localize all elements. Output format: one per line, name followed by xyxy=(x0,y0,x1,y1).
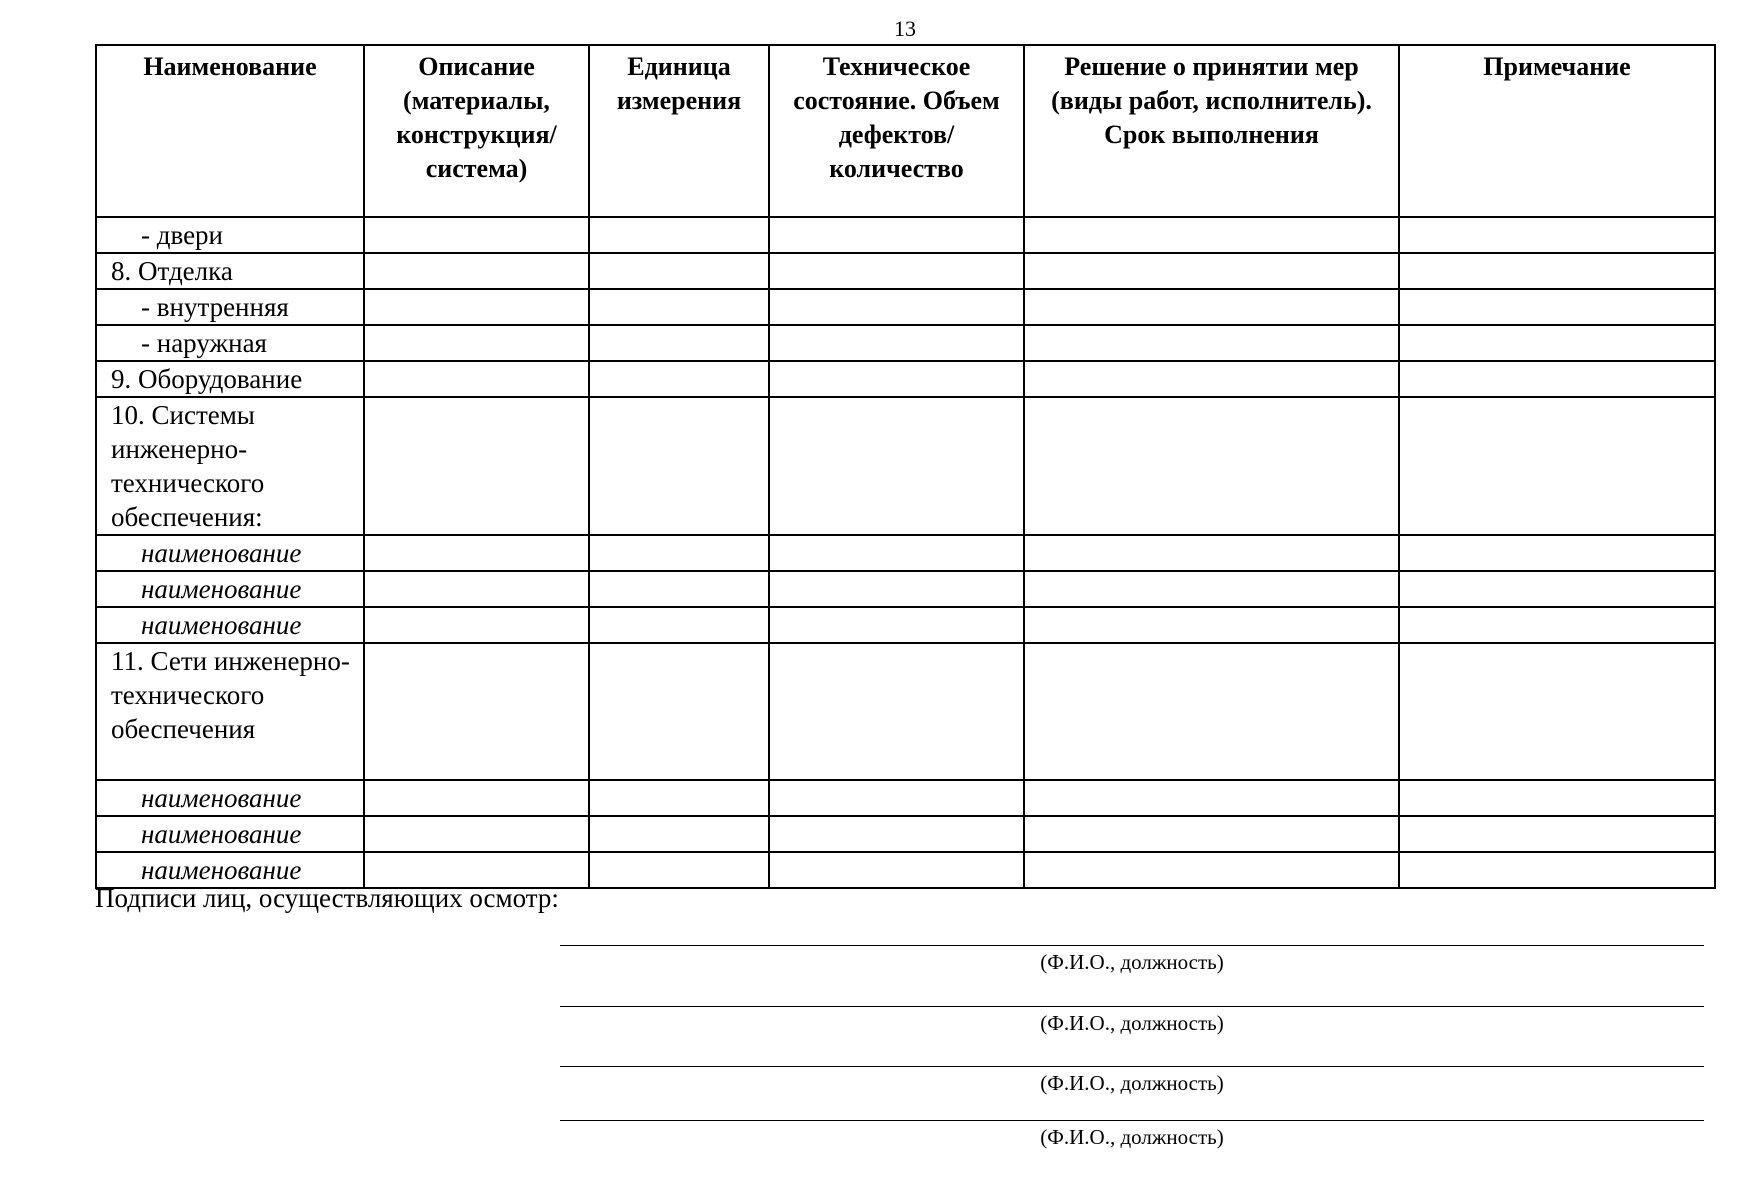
condition-cell[interactable] xyxy=(769,217,1024,253)
table-row xyxy=(96,325,1715,361)
inspection-table xyxy=(95,44,1716,889)
unit-cell[interactable] xyxy=(589,325,769,361)
table-row xyxy=(96,607,1715,643)
row-label: наименование xyxy=(96,816,364,852)
table-row xyxy=(96,571,1715,607)
condition-cell[interactable] xyxy=(769,397,1024,535)
decision-cell[interactable] xyxy=(1024,607,1399,643)
decision-cell[interactable] xyxy=(1024,852,1399,888)
condition-cell[interactable] xyxy=(769,289,1024,325)
description-cell[interactable] xyxy=(364,535,589,571)
decision-cell[interactable] xyxy=(1024,780,1399,816)
note-cell[interactable] xyxy=(1399,361,1715,397)
row-label: наименование xyxy=(96,780,364,816)
condition-cell[interactable] xyxy=(769,361,1024,397)
decision-cell[interactable] xyxy=(1024,361,1399,397)
unit-cell[interactable] xyxy=(589,816,769,852)
row-label: - наружная xyxy=(96,325,364,361)
signature-caption-3: (Ф.И.О., должность) xyxy=(1040,1071,1224,1095)
decision-cell[interactable] xyxy=(1024,816,1399,852)
note-cell[interactable] xyxy=(1399,289,1715,325)
row-label: - внутренняя xyxy=(96,289,364,325)
header-condition: Техническое состояние. Объем дефектов/ количество xyxy=(769,45,1024,217)
header-description: Описание (материалы, конструкция/ система) xyxy=(364,45,589,217)
decision-cell[interactable] xyxy=(1024,289,1399,325)
decision-cell[interactable] xyxy=(1024,643,1399,780)
signature-line-4[interactable] xyxy=(560,1120,1704,1121)
unit-cell[interactable] xyxy=(589,217,769,253)
decision-cell[interactable] xyxy=(1024,571,1399,607)
row-label: 8. Отделка xyxy=(96,253,364,289)
header-note: Примечание xyxy=(1399,45,1715,217)
table-row xyxy=(96,217,1715,253)
description-cell[interactable] xyxy=(364,780,589,816)
description-cell[interactable] xyxy=(364,253,589,289)
unit-cell[interactable] xyxy=(589,780,769,816)
note-cell[interactable] xyxy=(1399,780,1715,816)
unit-cell[interactable] xyxy=(589,289,769,325)
decision-cell[interactable] xyxy=(1024,217,1399,253)
description-cell[interactable] xyxy=(364,816,589,852)
note-cell[interactable] xyxy=(1399,253,1715,289)
page-number: 13 xyxy=(894,16,916,41)
signature-caption-2: (Ф.И.О., должность) xyxy=(1040,1011,1224,1035)
row-label: наименование xyxy=(96,571,364,607)
condition-cell[interactable] xyxy=(769,253,1024,289)
header-unit: Единица измерения xyxy=(589,45,769,217)
row-label: 11. Сети инженерно-технического обеспечения xyxy=(96,643,364,780)
table-row xyxy=(96,535,1715,571)
note-cell[interactable] xyxy=(1399,571,1715,607)
table-row xyxy=(96,397,1715,535)
condition-cell[interactable] xyxy=(769,852,1024,888)
decision-cell[interactable] xyxy=(1024,397,1399,535)
row-label: наименование xyxy=(96,852,364,888)
header-name: Наименование xyxy=(96,45,364,217)
description-cell[interactable] xyxy=(364,217,589,253)
table-row xyxy=(96,253,1715,289)
unit-cell[interactable] xyxy=(589,643,769,780)
signature-caption-1: (Ф.И.О., должность) xyxy=(1040,950,1224,974)
description-cell[interactable] xyxy=(364,325,589,361)
row-label: 9. Оборудование xyxy=(96,361,364,397)
header-decision: Решение о принятии мер (виды работ, исполнитель). Срок выполнения xyxy=(1024,45,1399,217)
note-cell[interactable] xyxy=(1399,607,1715,643)
condition-cell[interactable] xyxy=(769,571,1024,607)
description-cell[interactable] xyxy=(364,607,589,643)
note-cell[interactable] xyxy=(1399,852,1715,888)
note-cell[interactable] xyxy=(1399,816,1715,852)
description-cell[interactable] xyxy=(364,643,589,780)
signature-line-3[interactable] xyxy=(560,1066,1704,1067)
row-label: 10. Системы инженерно-технического обеспечения: xyxy=(96,397,364,535)
decision-cell[interactable] xyxy=(1024,253,1399,289)
signatures-label: Подписи лиц, осуществляющих осмотр: xyxy=(95,883,559,913)
condition-cell[interactable] xyxy=(769,607,1024,643)
condition-cell[interactable] xyxy=(769,780,1024,816)
note-cell[interactable] xyxy=(1399,535,1715,571)
unit-cell[interactable] xyxy=(589,535,769,571)
unit-cell[interactable] xyxy=(589,852,769,888)
table-header-row xyxy=(96,45,1715,217)
unit-cell[interactable] xyxy=(589,607,769,643)
decision-cell[interactable] xyxy=(1024,535,1399,571)
unit-cell[interactable] xyxy=(589,571,769,607)
table-row xyxy=(96,816,1715,852)
note-cell[interactable] xyxy=(1399,643,1715,780)
table-row xyxy=(96,643,1715,780)
unit-cell[interactable] xyxy=(589,361,769,397)
condition-cell[interactable] xyxy=(769,816,1024,852)
note-cell[interactable] xyxy=(1399,397,1715,535)
condition-cell[interactable] xyxy=(769,535,1024,571)
row-label: наименование xyxy=(96,535,364,571)
condition-cell[interactable] xyxy=(769,325,1024,361)
note-cell[interactable] xyxy=(1399,325,1715,361)
row-label: наименование xyxy=(96,607,364,643)
decision-cell[interactable] xyxy=(1024,325,1399,361)
description-cell[interactable] xyxy=(364,397,589,535)
table-row xyxy=(96,289,1715,325)
unit-cell[interactable] xyxy=(589,253,769,289)
table-row xyxy=(96,361,1715,397)
condition-cell[interactable] xyxy=(769,643,1024,780)
description-cell[interactable] xyxy=(364,571,589,607)
signature-line-1[interactable] xyxy=(560,945,1704,946)
table-row xyxy=(96,780,1715,816)
note-cell[interactable] xyxy=(1399,217,1715,253)
signature-line-2[interactable] xyxy=(560,1006,1704,1007)
row-label: - двери xyxy=(96,217,364,253)
signature-caption-4: (Ф.И.О., должность) xyxy=(1040,1125,1224,1149)
unit-cell[interactable] xyxy=(589,397,769,535)
description-cell[interactable] xyxy=(364,361,589,397)
description-cell[interactable] xyxy=(364,289,589,325)
